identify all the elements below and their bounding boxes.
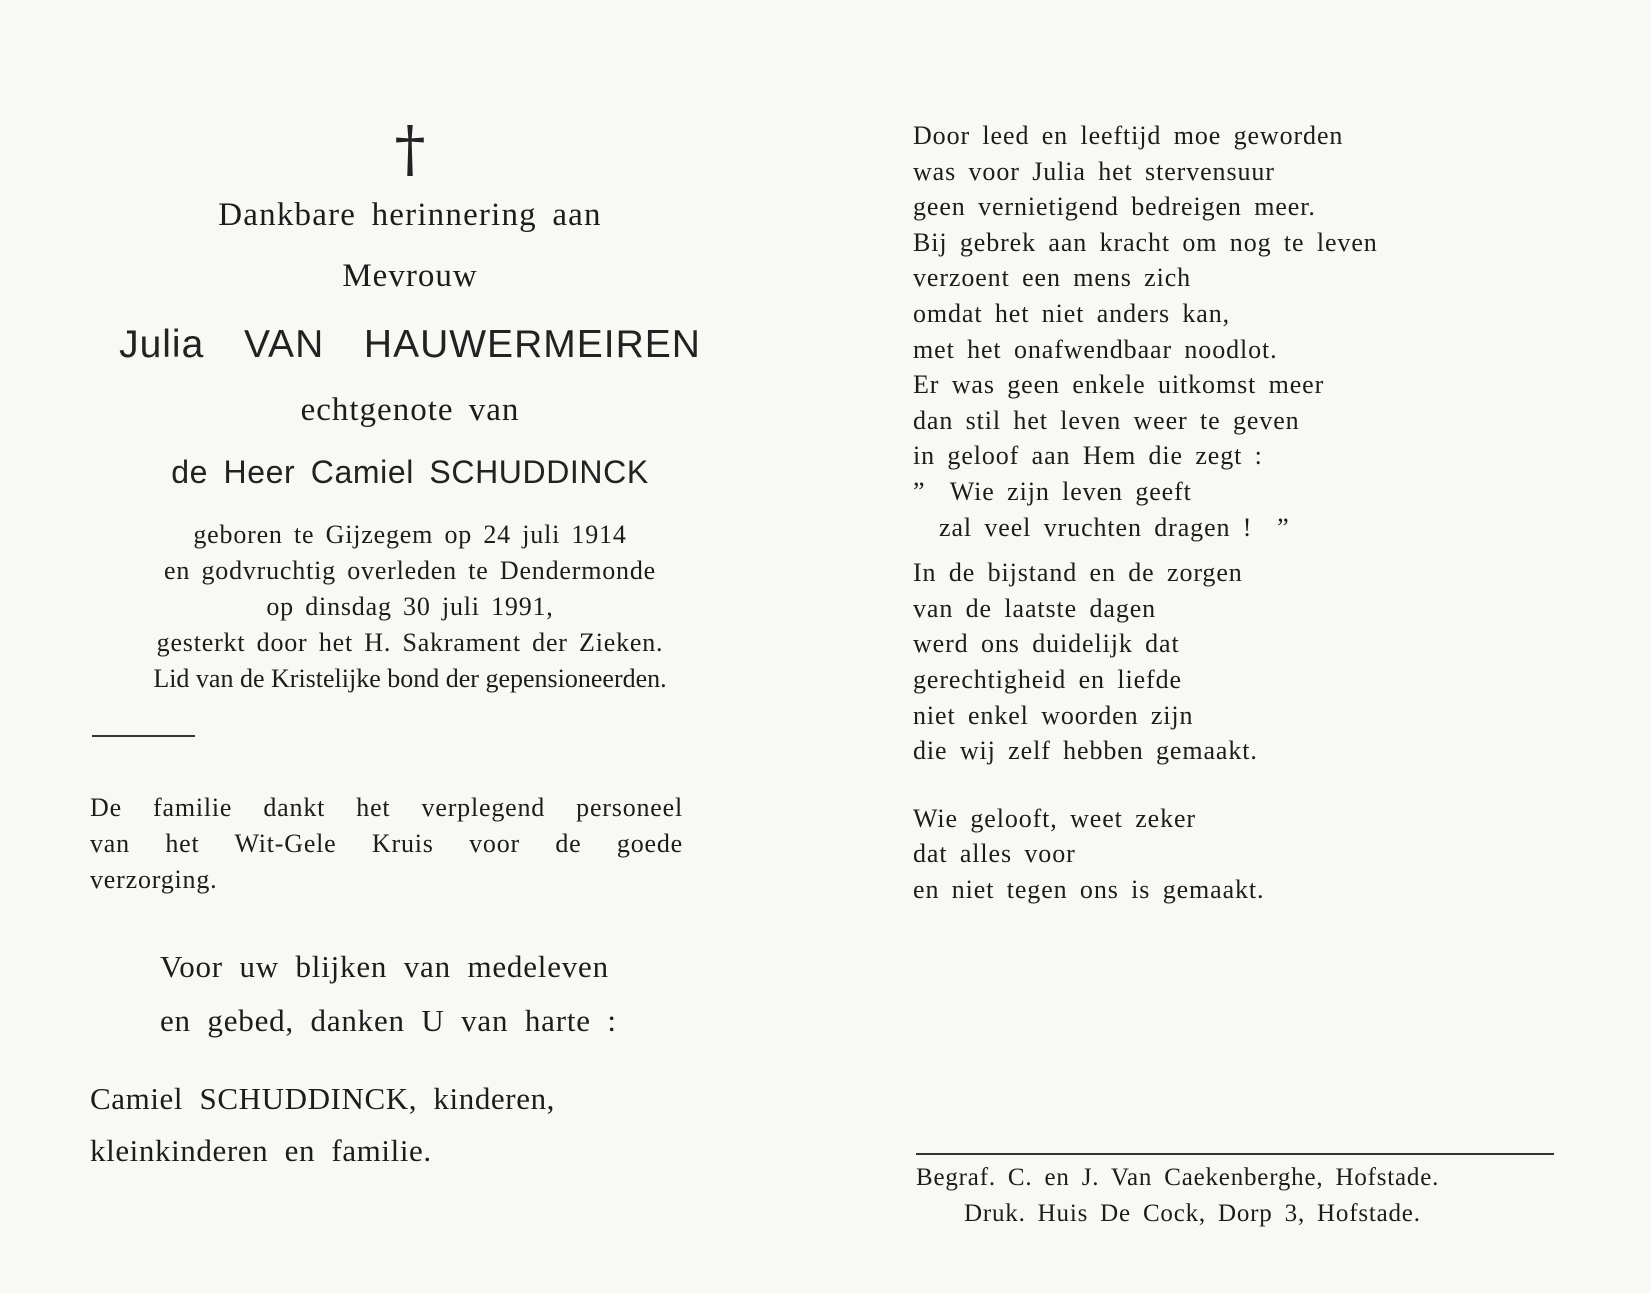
poem [913,118,1378,907]
bio-line: op dinsdag 30 juli 1991, [266,592,554,621]
poem-line: omdat het niet anders kan, [913,298,1231,328]
poem-line: niet enkel woorden zijn [913,700,1194,730]
printer-line: Druk. Huis De Cock, Dorp 3, Hofstade. [964,1200,1421,1227]
poem-line: dan stil het leven weer te geven [913,405,1300,435]
biography [90,517,730,697]
poem-line: Wie gelooft, weet zeker [913,803,1196,833]
bio-line: en godvruchtig overleden te Dendermonde [164,556,656,585]
prayer-request [160,940,617,1048]
poem-line: werd ons duidelijk dat [913,629,1180,659]
divider-short [92,735,195,737]
poem-stanza-2 [913,555,1378,769]
quote-line: ” Wie zijn leven geeft [913,476,1192,506]
poem-line: van de laatste dagen [913,593,1157,623]
poem-line: verzoent een mens zich [913,263,1192,293]
poem-stanza-3 [913,801,1378,908]
poem-line: die wij zelf hebben gemaakt. [913,736,1258,766]
deceased-name-text: Julia VAN HAUWERMEIREN [119,323,701,366]
poem-line: dat alles voor [913,839,1076,869]
thanks-line: verzorging. [90,865,218,894]
honorific-title: Mevrouw [342,258,478,294]
poem-line: was voor Julia het stervensuur [913,156,1275,186]
poem-line: met het onafwendbaar noodlot. [913,334,1278,364]
quote-line: zal veel vruchten dragen ! ” [939,512,1290,542]
intro-text: Dankbare herinnering aan [218,197,602,233]
bio-line: gesterkt door het H. Sakrament der Zieken. [156,628,664,657]
spouse-intro: echtgenote van [300,392,520,428]
spouse-name: de Heer Camiel SCHUDDINCK [171,454,649,490]
deceased-name [90,323,730,367]
cross-icon: † [394,112,426,185]
divider-long [916,1153,1554,1155]
family-thanks [90,790,683,898]
thanks-line: De familie dankt het verplegend personeel [90,793,683,822]
prayer-line: Voor uw blijken van medeleven [160,949,609,984]
bio-line: Lid van de Kristelijke bond der gepensioneerden. [153,664,667,693]
signers [90,1073,555,1177]
poem-stanza-1 [913,118,1378,545]
prayer-line: en gebed, danken U van harte : [160,1003,617,1038]
printer-credits [916,1160,1556,1232]
funeral-director-line: Begraf. C. en J. Van Caekenberghe, Hofstade. [916,1164,1440,1191]
poem-line: geen vernietigend bedreigen meer. [913,192,1316,222]
poem-line: Er was geen enkele uitkomst meer [913,370,1325,400]
thanks-line: van het Wit-Gele Kruis voor de goede [90,829,683,858]
poem-line: Door leed en leeftijd moe geworden [913,121,1344,150]
poem-line: gerechtigheid en liefde [913,664,1182,694]
poem-line: en niet tegen ons is gemaakt. [913,874,1265,904]
poem-line: in geloof aan Hem die zegt : [913,441,1263,471]
poem-line: In de bijstand en de zorgen [913,558,1243,588]
poem-line: Bij gebrek aan kracht om nog te leven [913,227,1378,257]
signer-line: kleinkinderen en familie. [90,1133,432,1168]
bio-line: geboren te Gijzegem op 24 juli 1914 [193,520,627,549]
signer-line: Camiel SCHUDDINCK, kinderen, [90,1081,556,1116]
